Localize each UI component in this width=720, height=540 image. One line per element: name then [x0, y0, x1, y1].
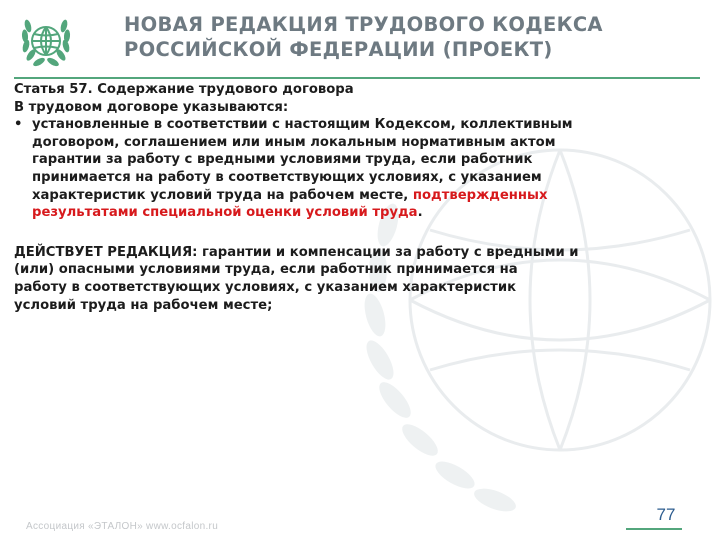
bullet-line: [32, 204, 714, 222]
wreath-globe-logo-icon: [20, 12, 72, 70]
bullet-item: [14, 116, 714, 222]
article-heading: Статья 57. Содержание трудового договора: [14, 82, 354, 97]
page-title: [124, 12, 704, 62]
bullet-line-end: .: [417, 205, 423, 221]
bullet-line: гарантии за работу с вредными условиями труда, если работник: [32, 152, 533, 168]
highlighted-text: подтвержденных: [412, 187, 548, 203]
footer-organization: Ассоциация «ЭТАЛОН» www.ocfalon.ru: [26, 521, 219, 532]
bullet-line: принимается на работу в соответствующих условиях, с указанием: [32, 169, 542, 185]
intro-text: В трудовом договоре указываются:: [14, 99, 289, 115]
current-edition-line: условий труда на рабочем месте;: [14, 297, 273, 313]
current-edition-line: работу в соответствующих условиях, с указанием характеристик: [14, 279, 517, 295]
bullet-line-plain: характеристик условий труда на рабочем месте,: [32, 187, 413, 203]
header-divider: [14, 77, 700, 79]
title-line-2: РОССИЙСКОЙ ФЕДЕРАЦИИ (ПРОЕКТ): [124, 38, 553, 61]
highlighted-text: результатами специальной оценки условий труда: [32, 205, 418, 221]
document-body: [14, 81, 714, 314]
bullet-line: договором, соглашением или иным локальным нормативным актом: [32, 134, 556, 150]
bullet-line: установленные в соответствии с настоящим Кодексом, коллективным: [32, 117, 573, 133]
title-line-1: НОВАЯ РЕДАКЦИЯ ТРУДОВОГО КОДЕКСА: [124, 13, 603, 36]
current-edition-paragraph: [14, 244, 714, 314]
current-edition-line: (или) опасными условиями труда, если работник принимается на: [14, 262, 518, 278]
bullet-line: [32, 187, 714, 205]
bullet-text: [32, 116, 714, 222]
page-number: 77: [656, 505, 676, 524]
current-edition-line: ДЕЙСТВУЕТ РЕДАКЦИЯ: гарантии и компенсации за работу с вредными и: [14, 244, 579, 260]
page-number-underline: [626, 528, 682, 530]
bullet-marker: •: [14, 117, 23, 133]
